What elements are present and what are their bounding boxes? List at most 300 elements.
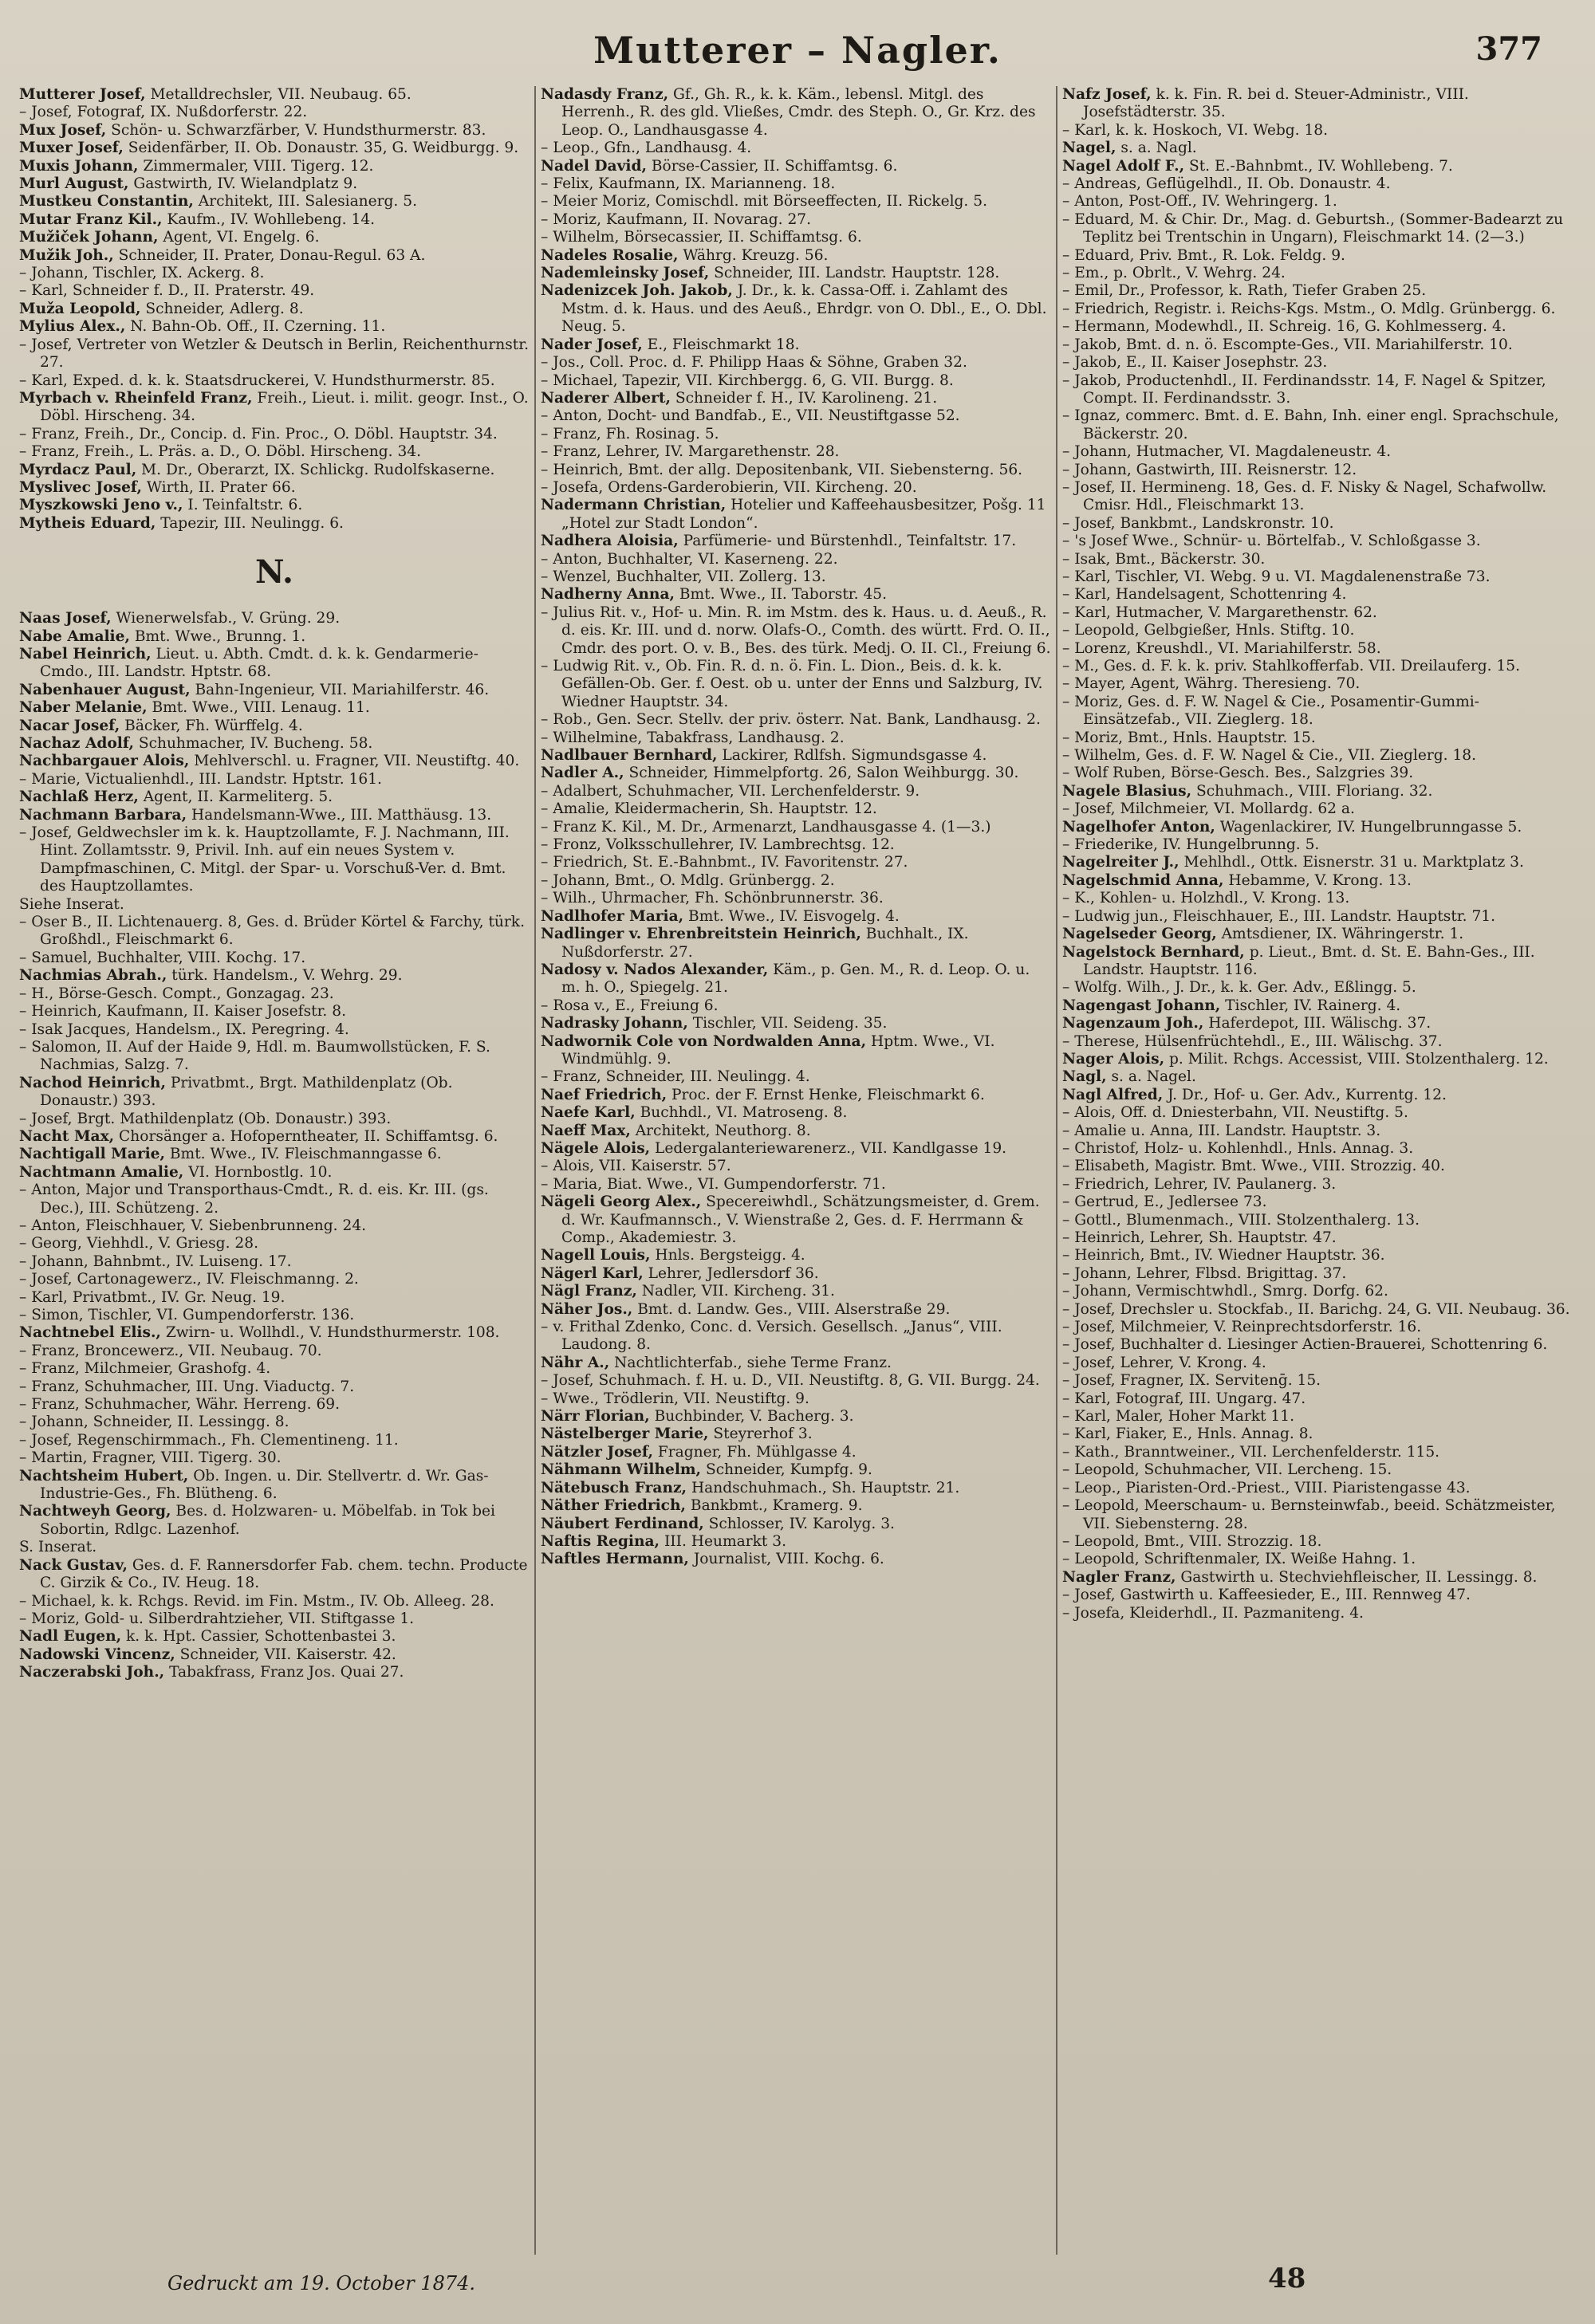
- entry-name: Nademleinsky Josef,: [541, 265, 710, 282]
- directory-entry: [1062, 926, 1573, 943]
- entry-name: Nadermann Christian,: [541, 497, 727, 514]
- directory-entry: [541, 1033, 1051, 1069]
- entry-text: – Mayer, Agent, Währg. Theresieng. 70.: [1062, 675, 1361, 693]
- entry-name: Nagelseder Georg,: [1062, 926, 1217, 943]
- directory-entry: [541, 86, 1051, 140]
- entry-text: – Martin, Fragner, VIII. Tigerg. 30.: [19, 1449, 282, 1467]
- directory-entry: [19, 1182, 530, 1217]
- directory-entry: [19, 646, 530, 682]
- entry-text: – Leopold, Schriftenmaler, IX. Weiße Hahng. 1.: [1062, 1551, 1416, 1568]
- entry-text: – Karl, Hutmacher, V. Margarethenstr. 62.: [1062, 604, 1377, 621]
- directory-entry: [541, 997, 1051, 1015]
- directory-entry: [19, 282, 530, 300]
- signature-mark: 48: [1268, 2263, 1306, 2295]
- directory-entry: [541, 407, 1051, 425]
- entry-name: Nadasdy Franz,: [541, 86, 669, 103]
- directory-entry: [19, 1396, 530, 1414]
- entry-name: Muža Leopold,: [19, 300, 141, 317]
- entry-text: – Karl, Exped. d. k. k. Staatsdruckerei, V. Hundsthurmerstr. 85.: [19, 372, 495, 389]
- entry-name: Nagelreiter J.,: [1062, 854, 1180, 871]
- entry-name: Närr Florian,: [541, 1408, 650, 1425]
- directory-entry: [1062, 1551, 1573, 1568]
- entry-text: Ges. d. F. Rannersdorfer Fab. chem. techn. Producte C. Girzik & Co., IV. Heug. 18.: [40, 1556, 528, 1592]
- entry-text: – Wilhelm, Börsecassier, II. Schiffamtsg. 6.: [541, 229, 862, 246]
- entry-name: Nagel,: [1062, 140, 1116, 157]
- entry-text: Fragner, Fh. Mühlgasse 4.: [652, 1443, 857, 1461]
- entry-text: – Kath., Branntweiner., VII. Lerchenfelderstr. 115.: [1062, 1443, 1440, 1461]
- entry-text: – Josef, II. Hermineng. 18, Ges. d. F. Nisky & Nagel, Schafwollw. Cmisr. Hdl., Fleischmarkt 13.: [1062, 478, 1547, 514]
- entry-text: – Franz, Milchmeier, Grashofg. 4.: [19, 1360, 271, 1378]
- directory-entry: [541, 1444, 1051, 1461]
- entry-text: – Josef, Fotograf, IX. Nußdorferstr. 22.: [19, 104, 308, 121]
- directory-entry: [19, 914, 530, 950]
- entry-text: Käm., p. Gen. M., R. d. Leop. O. u. m. h. O., Spiegelg. 21.: [561, 961, 1030, 997]
- directory-entry: [1062, 1140, 1573, 1158]
- directory-entry: [1062, 854, 1573, 871]
- entry-text: – Wolf Ruben, Börse-Gesch. Bes., Salzgries 39.: [1062, 765, 1414, 782]
- entry-text: – Josef, Milchmeier, V. Reinprechtsdorferstr. 16.: [1062, 1319, 1422, 1336]
- directory-entry: [1062, 1319, 1573, 1336]
- directory-entry: [541, 140, 1051, 157]
- directory-entry: [541, 247, 1051, 265]
- entry-name: Nafz Josef,: [1062, 86, 1152, 103]
- directory-entry: [19, 1593, 530, 1610]
- directory-entry: [1062, 158, 1573, 175]
- entry-text: – Franz, Freih., L. Präs. a. D., O. Döbl. Hirscheng. 34.: [19, 443, 422, 461]
- entry-text: – Moriz, Gold- u. Silberdrahtzieher, VII. Stiftgasse 1.: [19, 1610, 415, 1627]
- directory-entry: [19, 628, 530, 646]
- entry-text: – Karl, Schneider f. D., II. Praterstr. 49.: [19, 282, 315, 300]
- entry-name: Nagell Louis,: [541, 1247, 651, 1264]
- entry-name: Mutterer Josef,: [19, 86, 146, 103]
- directory-entry: [1062, 640, 1573, 658]
- directory-entry: [19, 1021, 530, 1039]
- directory-entry: [541, 336, 1051, 354]
- entry-text: – Rosa v., E., Freiung 6.: [541, 997, 719, 1014]
- entry-text: – Friederike, IV. Hungelbrunng. 5.: [1062, 836, 1320, 854]
- entry-name: Näubert Ferdinand,: [541, 1515, 704, 1532]
- entry-text: – Karl, Handelsagent, Schottenring 4.: [1062, 586, 1347, 604]
- directory-entry: [19, 735, 530, 753]
- entry-text: Architekt, III. Salesianerg. 5.: [193, 193, 417, 210]
- entry-text: St. E.-Bahnbmt., IV. Wohllebeng. 7.: [1184, 157, 1453, 175]
- directory-entry: [541, 282, 1051, 336]
- directory-entry: [1062, 247, 1573, 265]
- directory-entry: [19, 1503, 530, 1539]
- entry-text: Bes. d. Holzwaren- u. Möbelfab. in Tok bei Sobortin, Rdlgc. Lazenhof.: [40, 1503, 495, 1538]
- directory-entry: [541, 854, 1051, 871]
- entry-text: – Johann, Bahnbmt., IV. Luiseng. 17.: [19, 1252, 292, 1270]
- directory-entry: [541, 961, 1051, 997]
- directory-entry: [541, 1355, 1051, 1372]
- entry-text: – Karl, Maler, Hoher Markt 11.: [1062, 1408, 1294, 1425]
- directory-entry: [541, 1123, 1051, 1140]
- entry-text: Bäcker, Fh. Würffelg. 4.: [120, 717, 303, 734]
- entry-text: – Emil, Dr., Professor, k. Rath, Tiefer Graben 25.: [1062, 282, 1427, 300]
- directory-entry: [541, 1461, 1051, 1479]
- entry-name: Nadlinger v. Ehrenbreitstein Heinrich,: [541, 926, 861, 943]
- directory-entry: [1062, 533, 1573, 550]
- directory-entry: [541, 819, 1051, 836]
- entry-text: – Moriz, Bmt., Hnls. Hauptstr. 15.: [1062, 729, 1316, 746]
- entry-name: Nager Alois,: [1062, 1050, 1165, 1068]
- entry-name: Mužik Joh.,: [19, 246, 114, 264]
- directory-entry: [1062, 1390, 1573, 1408]
- entry-text: – Josef, Schuhmach. f. H. u. D., VII. Neustiftg. 8, G. VII. Burgg. 24.: [541, 1372, 1040, 1390]
- entry-text: Ledergalanteriewarenerz., VII. Kandlgasse 19.: [650, 1139, 1007, 1157]
- directory-entry: [541, 1390, 1051, 1408]
- entry-text: Börse-Cassier, II. Schiffamtsg. 6.: [646, 157, 898, 175]
- directory-entry: [541, 158, 1051, 175]
- directory-entry: [541, 1516, 1051, 1533]
- entry-text: Tischler, VII. Seideng. 35.: [687, 1015, 888, 1032]
- entry-text: – Samuel, Buchhalter, VIII. Kochg. 17.: [19, 949, 306, 966]
- directory-entry: [1062, 211, 1573, 247]
- entry-text: – Karl, k. k. Hoskoch, VI. Webg. 18.: [1062, 121, 1329, 139]
- entry-text: Schneider, II. Prater, Donau-Regul. 63 A.: [113, 246, 426, 264]
- page-title: Mutterer – Nagler.: [593, 29, 1002, 72]
- entry-text: – Leopold, Bmt., VIII. Strozzig. 18.: [1062, 1532, 1322, 1550]
- entry-text: – Karl, Tischler, VI. Webg. 9 u. VI. Magdalenenstraße 73.: [1062, 568, 1491, 585]
- directory-entry: [1062, 354, 1573, 372]
- entry-name: Naas Josef,: [19, 610, 112, 627]
- directory-entry: [19, 140, 530, 157]
- entry-text: Hotelier und Kaffeehausbesitzer, Pošg. 11 „Hotel zur Stadt London“.: [561, 497, 1046, 532]
- entry-text: Buchbinder, V. Bacherg. 3.: [649, 1408, 854, 1425]
- entry-text: Schneider, VII. Kaiserstr. 42.: [175, 1646, 396, 1663]
- directory-entry: [541, 390, 1051, 407]
- directory-entry: [19, 1307, 530, 1324]
- entry-text: – Jakob, E., II. Kaiser Josephstr. 23.: [1062, 354, 1328, 372]
- directory-entry: [1062, 836, 1573, 854]
- entry-text: – Amalie, Kleidermacherin, Sh. Hauptstr. 12.: [541, 800, 877, 818]
- directory-entry: [541, 462, 1051, 479]
- directory-entry: [19, 610, 530, 627]
- directory-entry: [19, 497, 530, 514]
- directory-entry: [1062, 1229, 1573, 1247]
- entry-text: – Alois, Off. d. Dniesterbahn, VII. Neustiftg. 5.: [1062, 1104, 1408, 1122]
- entry-name: Murl August,: [19, 175, 129, 193]
- directory-entry: [541, 1480, 1051, 1497]
- directory-entry: [19, 682, 530, 699]
- entry-text: – Oser B., II. Lichtenauerg. 8, Ges. d. Brüder Körtel & Farchy, türk. Großhdl., Fleischmarkt 6.: [19, 914, 525, 949]
- entry-text: – Josef, Lehrer, V. Krong. 4.: [1062, 1354, 1266, 1371]
- directory-entry: [19, 1128, 530, 1146]
- entry-text: – Josef, Buchhalter d. Liesinger Actien-Brauerei, Schottenring 6.: [1062, 1336, 1548, 1354]
- directory-entry: [1062, 551, 1573, 568]
- entry-name: Nadlbauer Bernhard,: [541, 747, 718, 765]
- directory-entry: [1062, 1212, 1573, 1229]
- directory-entry: [541, 551, 1051, 568]
- entry-text: E., Fleischmarkt 18.: [642, 336, 800, 353]
- entry-name: Nagel Adolf F.,: [1062, 157, 1185, 175]
- directory-entry: [19, 699, 530, 717]
- directory-entry: [541, 1283, 1051, 1300]
- entry-text: Schuhmach., VIII. Floriang. 32.: [1191, 782, 1433, 800]
- entry-name: Nätebusch Franz,: [541, 1479, 687, 1496]
- directory-entry: [19, 211, 530, 229]
- directory-entry: [19, 1360, 530, 1378]
- entry-name: Nachlaß Herz,: [19, 788, 139, 806]
- directory-entry: [1062, 515, 1573, 533]
- directory-entry: [1062, 336, 1573, 354]
- directory-entry: [1062, 372, 1573, 408]
- directory-entry: [19, 1628, 530, 1646]
- directory-entry: [541, 479, 1051, 497]
- directory-entry: [1062, 622, 1573, 639]
- entry-text: Mehlverschl. u. Fragner, VII. Neustiftg. 40.: [189, 753, 520, 770]
- entry-name: Nachtnebel Elis.,: [19, 1324, 161, 1342]
- entry-text: – Elisabeth, Magistr. Bmt. Wwe., VIII. Strozzig. 40.: [1062, 1158, 1445, 1175]
- entry-text: – Eduard, M. & Chir. Dr., Mag. d. Geburtsh., (Sommer-Badearzt zu Teplitz bei Trentschin in Ungarn), Fleischmarkt 14. (2—3.): [1062, 210, 1564, 246]
- directory-entry: [1062, 890, 1573, 907]
- directory-entry: [1062, 1355, 1573, 1372]
- directory-entry: [1062, 193, 1573, 210]
- entry-text: Hptm. Wwe., VI. Windmühlg. 9.: [561, 1032, 995, 1068]
- page-footer: [0, 2258, 1595, 2306]
- entry-text: – Josefa, Ordens-Garderobierin, VII. Kircheng. 20.: [541, 478, 917, 496]
- entry-name: Naftles Hermann,: [541, 1551, 689, 1568]
- directory-entry: [541, 1551, 1051, 1568]
- entry-text: J. Dr., k. k. Cassa-Off. i. Zahlamt des Mstm. d. k. Haus. und des Aeuß., Ehrdgr. von O. Dbl., E., O. Dbl. Neug. 5.: [561, 282, 1047, 336]
- entry-text: – M., Ges. d. F. k. k. priv. Stahlkofferfab. VII. Dreilauferg. 15.: [1062, 658, 1521, 674]
- entry-text: Freih., Lieut. i. milit. geogr. Inst., O. Döbl. Hirscheng. 34.: [40, 389, 529, 425]
- entry-text: – Isak, Bmt., Bäckerstr. 30.: [1062, 550, 1266, 568]
- directory-entry: [19, 336, 530, 372]
- entry-text: Zwirn- u. Wollhdl., V. Hundsthurmerstr. 108.: [160, 1324, 500, 1342]
- entry-text: – Jakob, Productenhdl., II. Ferdinandsstr. 14, F. Nagel & Spitzer, Compt. II. Ferdinandsstr. 3.: [1062, 372, 1546, 407]
- entry-text: Zimmermaler, VIII. Tigerg. 12.: [138, 157, 374, 175]
- entry-text: Specereiwhdl., Schätzungsmeister, d. Grem. d. Wr. Kaufmannsch., V. Wienstraße 2, Ges. d. F. Herrmann & Comp., Akademiestr. 3.: [561, 1193, 1040, 1246]
- directory-entry: [1062, 765, 1573, 782]
- directory-entry: [1062, 1497, 1573, 1533]
- entry-name: Nagl Alfred,: [1062, 1086, 1164, 1103]
- entry-text: – Jakob, Bmt. d. n. ö. Escompte-Ges., VII. Mariahilferstr. 10.: [1062, 336, 1513, 353]
- directory-entry: [541, 568, 1051, 586]
- entry-text: s. a. Nagel.: [1106, 1068, 1196, 1086]
- entry-text: – Hermann, Modewhdl., II. Schreig. 16, G. Kohlmesserg. 4.: [1062, 318, 1506, 336]
- directory-entry: [1062, 86, 1573, 122]
- entry-text: – Leopold, Schuhmacher, VII. Lercheng. 15.: [1062, 1461, 1392, 1479]
- entry-text: p. Milit. Rchgs. Accessist, VIII. Stolzenthalerg. 12.: [1164, 1050, 1549, 1068]
- entry-name: Nadler A.,: [541, 765, 624, 782]
- entry-text: I. Teinfaltstr. 6.: [183, 497, 303, 514]
- directory-entry: [541, 872, 1051, 890]
- directory-entry: [541, 1104, 1051, 1122]
- entry-text: – Friedrich, Lehrer, IV. Paulanerg. 3.: [1062, 1175, 1337, 1193]
- entry-text: Schön- u. Schwarzfärber, V. Hundsthurmerstr. 83.: [106, 121, 486, 139]
- directory-entry: [1062, 979, 1573, 997]
- entry-text: Buchhdl., VI. Matroseng. 8.: [635, 1104, 848, 1122]
- entry-text: Schneider, III. Landstr. Hauptstr. 128.: [709, 265, 1000, 282]
- entry-text: – Amalie u. Anna, III. Landstr. Hauptstr. 3.: [1062, 1122, 1381, 1139]
- entry-text: VI. Hornbostlg. 10.: [183, 1163, 333, 1181]
- directory-entry: [1062, 1068, 1573, 1086]
- directory-entry: [19, 1075, 530, 1111]
- entry-name: Nähr A.,: [541, 1354, 610, 1371]
- entry-text: – Adalbert, Schuhmacher, VII. Lerchenfelderstr. 9.: [541, 782, 920, 800]
- entry-text: – Anton, Buchhalter, VI. Kaserneng. 22.: [541, 550, 838, 568]
- entry-text: – Alois, VII. Kaiserstr. 57.: [541, 1158, 731, 1175]
- entry-text: – Andreas, Geflügelhdl., II. Ob. Donaustr. 4.: [1062, 175, 1391, 193]
- entry-text: Lackirer, Rdlfsh. Sigmundsgasse 4.: [717, 747, 987, 765]
- entry-text: – Em., p. Obrlt., V. Wehrg. 24.: [1062, 265, 1286, 282]
- directory-entry: [19, 158, 530, 175]
- directory-entry: [19, 1664, 530, 1681]
- directory-entry: [19, 950, 530, 967]
- directory-entry: [19, 265, 530, 282]
- entry-text: Hebamme, V. Krong. 13.: [1223, 871, 1412, 889]
- directory-entry: [541, 783, 1051, 800]
- entry-text: Hnls. Bergsteigg. 4.: [650, 1247, 805, 1264]
- entry-name: Nachod Heinrich,: [19, 1074, 166, 1091]
- directory-entry: [1062, 443, 1573, 461]
- entry-text: Journalist, VIII. Kochg. 6.: [688, 1551, 884, 1568]
- entry-text: Tapezir, III. Neulingg. 6.: [156, 514, 344, 532]
- entry-name: Mytheis Eduard,: [19, 514, 156, 532]
- directory-entry: [19, 443, 530, 461]
- entry-text: k. k. Hpt. Cassier, Schottenbastei 3.: [121, 1628, 396, 1646]
- directory-entry: [19, 824, 530, 896]
- entry-text: – Josef, Regenschirmmach., Fh. Clementineng. 11.: [19, 1431, 399, 1449]
- directory-entry: [19, 86, 530, 104]
- entry-name: Nabel Heinrich,: [19, 645, 152, 663]
- entry-text: Privatbmt., Brgt. Mathildenplatz (Ob. Donaustr.) 393.: [40, 1074, 453, 1110]
- entry-text: – Maria, Biat. Wwe., VI. Gumpendorferstr. 71.: [541, 1175, 886, 1193]
- directory-entry: [541, 1193, 1051, 1247]
- directory-entry: [541, 586, 1051, 604]
- directory-entry: [1062, 1336, 1573, 1354]
- entry-text: Handschuhmach., Sh. Hauptstr. 21.: [687, 1479, 960, 1496]
- directory-entry: [19, 807, 530, 824]
- directory-entry: [541, 890, 1051, 907]
- directory-entry: [541, 1372, 1051, 1390]
- directory-entry: [541, 265, 1051, 282]
- entry-text: Proc. der F. Ernst Henke, Fleischmarkt 6.: [667, 1086, 985, 1103]
- directory-entry: [19, 175, 530, 193]
- print-note: Gedruckt am 19. October 1874.: [167, 2272, 476, 2295]
- entry-text: s. a. Nagl.: [1116, 140, 1197, 157]
- directory-entry: [19, 318, 530, 336]
- entry-text: – Karl, Privatbmt., IV. Gr. Neug. 19.: [19, 1288, 286, 1306]
- directory-entry: [1062, 407, 1573, 443]
- directory-entry: [19, 1111, 530, 1128]
- directory-entry: [19, 788, 530, 806]
- entry-text: Agent, VI. Engelg. 6.: [158, 229, 320, 246]
- directory-entry: [1062, 1158, 1573, 1175]
- entry-name: Naftis Regina,: [541, 1532, 660, 1550]
- entry-name: Myszkowski Jeno v.,: [19, 497, 183, 514]
- directory-entry: [1062, 265, 1573, 282]
- entry-text: – Franz, Schneider, III. Neulingg. 4.: [541, 1068, 810, 1086]
- directory-entry: [1062, 318, 1573, 336]
- columns: [14, 86, 1581, 2255]
- directory-entry: [541, 1408, 1051, 1425]
- directory-entry: [1062, 1444, 1573, 1461]
- directory-entry: [19, 1449, 530, 1467]
- entry-text: Gastwirth u. Stechviehfleischer, II. Lessingg. 8.: [1176, 1568, 1538, 1586]
- directory-entry: [541, 1087, 1051, 1104]
- directory-entry: [19, 1557, 530, 1593]
- entry-name: Nachmann Barbara,: [19, 806, 187, 824]
- entry-name: Nack Gustav,: [19, 1556, 128, 1574]
- directory-entry: [1062, 604, 1573, 622]
- entry-name: Nagelschmid Anna,: [1062, 871, 1224, 889]
- directory-entry: [541, 175, 1051, 193]
- entry-text: – Anton, Post-Off., IV. Wehringerg. 1.: [1062, 193, 1337, 210]
- directory-entry: [541, 1533, 1051, 1551]
- directory-entry: [541, 1176, 1051, 1193]
- directory-entry: [1062, 586, 1573, 604]
- entry-text: – Heinrich, Bmt. der allg. Depositenbank, VII. Siebensterng. 56.: [541, 461, 1023, 478]
- entry-text: M. Dr., Oberarzt, IX. Schlickg. Rudolfskaserne.: [136, 461, 495, 478]
- entry-text: Währg. Kreuzg. 56.: [678, 246, 829, 264]
- directory-entry: [1062, 1372, 1573, 1390]
- entry-text: – Wilhelm, Ges. d. F. W. Nagel & Cie., VII. Zieglerg. 18.: [1062, 747, 1477, 765]
- entry-name: Nadlhofer Maria,: [541, 907, 684, 925]
- entry-text: Amtsdiener, IX. Währingerstr. 1.: [1216, 926, 1464, 943]
- directory-entry: [541, 765, 1051, 782]
- entry-text: Seidenfärber, II. Ob. Donaustr. 35, G. Weidburgg. 9.: [123, 140, 519, 157]
- entry-name: Nachtmann Amalie,: [19, 1163, 184, 1181]
- entry-name: Nadrasky Johann,: [541, 1015, 688, 1032]
- entry-name: Nagengast Johann,: [1062, 997, 1221, 1014]
- directory-entry: [541, 604, 1051, 658]
- entry-text: Agent, II. Karmeliterg. 5.: [138, 788, 333, 806]
- entry-name: Mutar Franz Kil.,: [19, 210, 163, 228]
- entry-name: Nagenzaum Joh.,: [1062, 1015, 1204, 1032]
- entry-text: – Isak Jacques, Handelsm., IX. Peregring. 4.: [19, 1020, 349, 1038]
- entry-name: Nacht Max,: [19, 1127, 115, 1145]
- directory-entry: [541, 193, 1051, 210]
- directory-entry: [19, 1235, 530, 1252]
- entry-name: Nadosy v. Nados Alexander,: [541, 961, 769, 978]
- directory-entry: [1062, 1265, 1573, 1283]
- directory-entry: [1062, 1033, 1573, 1051]
- entry-text: – Leopold, Meerschaum- u. Bernsteinwfab., beeid. Schätzmeister, VII. Siebensterng. 28.: [1062, 1497, 1556, 1532]
- entry-text: Wirth, II. Prater 66.: [141, 478, 296, 496]
- entry-text: – Franz K. Kil., M. Dr., Armenarzt, Landhausgasse 4. (1—3.): [541, 818, 991, 836]
- directory-entry: [541, 711, 1051, 729]
- directory-entry: [1062, 747, 1573, 765]
- directory-entry: [19, 1271, 530, 1288]
- entry-text: Bmt. Wwe., IV. Eisvogelg. 4.: [683, 907, 900, 925]
- entry-text: Lehrer, Jedlersdorf 36.: [643, 1264, 819, 1282]
- entry-name: Nabenhauer August,: [19, 681, 191, 698]
- entry-text: – Wilh., Uhrmacher, Fh. Schönbrunnerstr. 36.: [541, 890, 884, 907]
- entry-name: Nägl Franz,: [541, 1283, 637, 1300]
- directory-entry: [541, 1158, 1051, 1175]
- entry-name: Nägeli Georg Alex.,: [541, 1193, 702, 1211]
- entry-text: – Julius Rit. v., Hof- u. Min. R. im Mstm. des k. Haus. u. d. Aeuß., R. d. eis. Kr. III. und d. norw. Olafs-O., Comth. des württ. Frd. O. II., Cmdr. des port. O. v. B., Bes. des türk. Medj. O. II. Cl., Freiung 6.: [541, 604, 1051, 657]
- directory-entry: [19, 1414, 530, 1431]
- entry-text: – Josefa, Kleiderhdl., II. Pazmaniteng. 4.: [1062, 1604, 1364, 1622]
- directory-entry: [1062, 1533, 1573, 1551]
- entry-text: türk. Handelsm., V. Wehrg. 29.: [167, 967, 403, 985]
- directory-entry: [19, 122, 530, 140]
- entry-name: Nadenizcek Joh. Jakob,: [541, 282, 733, 300]
- entry-text: Bmt. Wwe., VIII. Lenaug. 11.: [147, 699, 370, 717]
- directory-entry: [1062, 1480, 1573, 1497]
- entry-text: – Anton, Docht- und Bandfab., E., VII. Neustiftgasse 52.: [541, 407, 960, 425]
- entry-text: – Georg, Viehhdl., V. Griesg. 28.: [19, 1235, 258, 1252]
- entry-text: – Felix, Kaufmann, IX. Marianneng. 18.: [541, 175, 836, 193]
- entry-text: Ob. Ingen. u. Dir. Stellvertr. d. Wr. Gas-Industrie-Ges., Fh. Blütheng. 6.: [40, 1467, 489, 1503]
- entry-text: – Franz, Schuhmacher, Währ. Herreng. 69.: [19, 1396, 341, 1414]
- entry-text: – Salomon, II. Auf der Haide 9, Hdl. m. Baumwollstücken, F. S. Nachmias, Salzg. 7.: [19, 1038, 490, 1074]
- directory-entry: [19, 896, 530, 914]
- directory-entry: [19, 985, 530, 1003]
